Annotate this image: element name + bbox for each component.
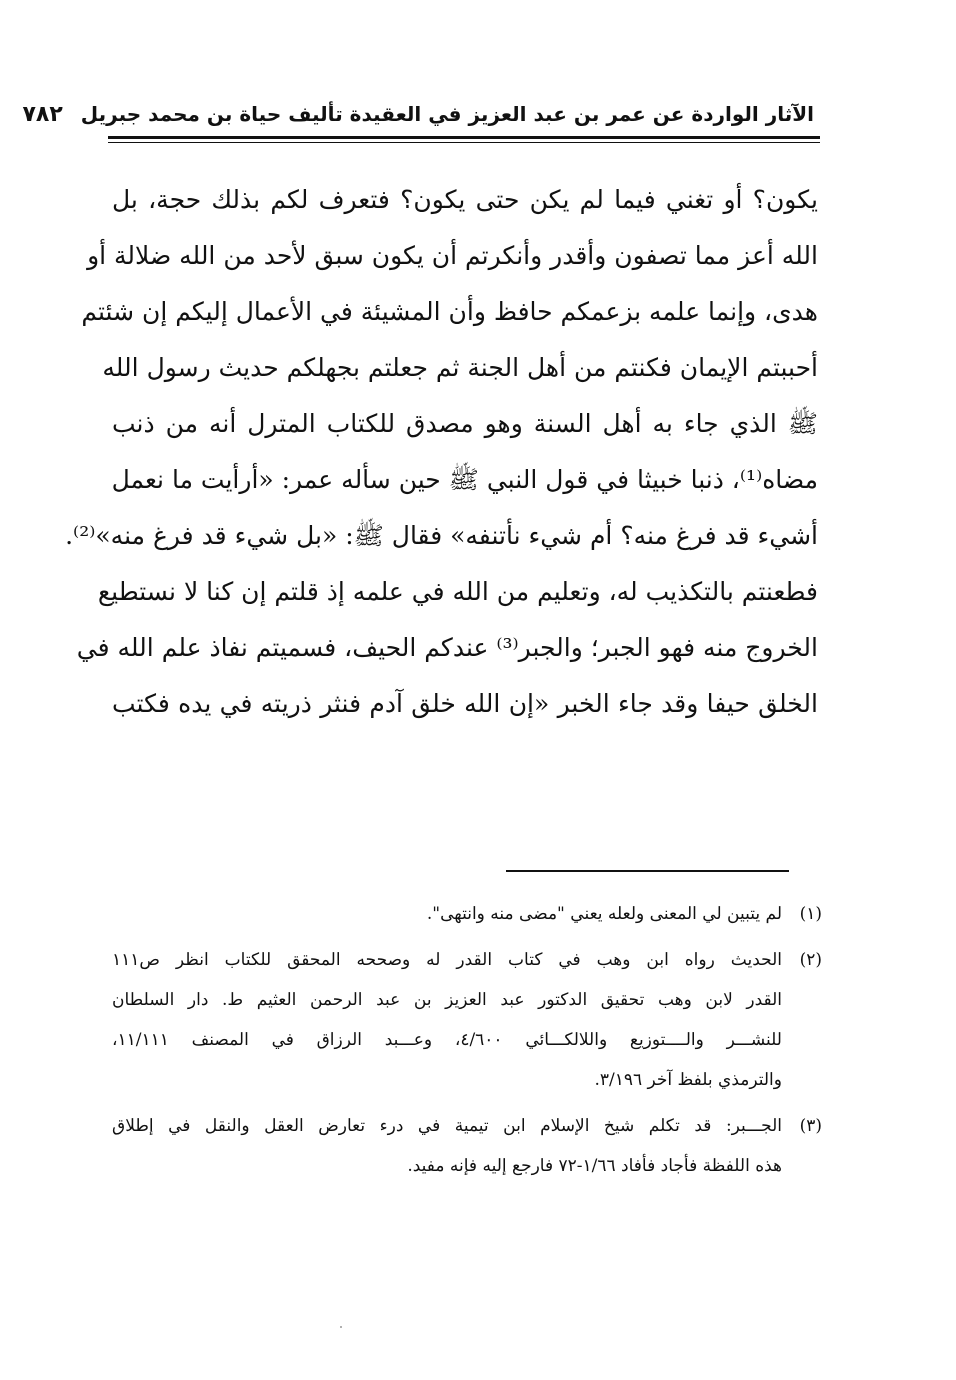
scan-speck — [340, 1326, 342, 1328]
footnotes — [112, 894, 822, 1192]
footnote-body — [112, 1106, 782, 1186]
text-line: يكون؟ أو تغني فيما لم يكن حتى يكون؟ فتعرف لكم بذلك حجة، بل — [112, 185, 818, 214]
footnote-line: القدر لابن وهب تحقيق الدكتور عبد العزيز بن عبد الرحمن العثيم ط. دار السلطان — [112, 990, 782, 1010]
footnote-line: للنشـــر والــــتوزيع واللالكـــائي ٤/٦٠٠، وعـــبد الرزاق في المصنف ١١/١١١، — [112, 1030, 782, 1050]
footnote-body — [112, 940, 782, 1100]
page-number: ٧٨٢ — [22, 101, 63, 127]
text-line: الخروج منه فهو الجبر؛ والجبر⁽³⁾ عندكم الحيف، فسميتم نفاذ علم الله في — [76, 633, 818, 662]
footnote-line: والترمذي بلفظ آخر ٣/١٩٦. — [594, 1070, 782, 1090]
footnote-1 — [112, 894, 822, 934]
text-line: مضاه⁽¹⁾، ذنبا خبيثا في قول النبي ﷺ حين سأله عمر: «أرأيت ما نعمل — [111, 465, 818, 494]
footnote-separator — [506, 870, 789, 872]
text-line: أشيء قد فرغ منه؟ أم شيء نأتنفه» فقال ﷺ: «بل شيء قد فرغ منه»⁽²⁾. — [65, 521, 818, 550]
text-line: الخلق حيفا وقد جاء الخبر «إن الله خلق آدم فنثر ذريته في يده فكتب — [112, 689, 818, 718]
text-line: الله أعز مما تصفون وأقدر وأنكرتم أن يكون سبق لأحد من الله ضلالة أو — [87, 241, 818, 270]
footnote-line: هذه اللفظة فأجاد فأفاد ١/٦٦-٧٢ فارجع إليه فإنه مفيد. — [407, 1156, 782, 1176]
main-text — [65, 172, 818, 732]
footnote-number: (٢) — [799, 950, 822, 970]
header-rule-thick — [108, 136, 820, 139]
text-line: أحببتم الإيمان فكنتم من أهل الجنة ثم جعلتم بجهلكم حديث رسول الله — [102, 353, 818, 382]
header-title: الآثار الواردة عن عمر بن عبد العزيز في العقيدة تأليف حياة بن محمد جبريل — [80, 102, 814, 126]
header-rule-thin — [108, 142, 820, 143]
footnote-number: (١) — [799, 904, 822, 924]
text-line: ﷺ الذي جاء به أهل السنة وهو مصدق للكتاب المترل أنه من ذنب — [112, 409, 818, 438]
running-header — [22, 96, 814, 132]
footnote-3 — [112, 1106, 822, 1186]
text-line: فطعنتم بالتكذيب له، وتعليم من الله في علمه إذ قلتم إن كنا لا نستطيع — [97, 577, 818, 606]
footnote-2 — [112, 940, 822, 1100]
footnote-number: (٣) — [799, 1116, 822, 1136]
footnote-line: لم يتبين لي المعنى ولعله يعني "مضى منه وانتهى". — [426, 904, 782, 924]
footnote-body — [112, 894, 782, 934]
text-line: هدى، وإنما علمه بزعمكم حافظ وأن المشيئة في الأعمال إليكم إن شئتم — [81, 297, 818, 326]
footnote-line: الحديث رواه ابن وهب في كتاب القدر له وصححه المحقق للكتاب انظر ص١١١ — [112, 950, 782, 970]
footnote-line: الجـــبر: قد تكلم شيخ الإسلام ابن تيمية في درء تعارض العقل والنقل في إطلاق — [112, 1116, 782, 1136]
